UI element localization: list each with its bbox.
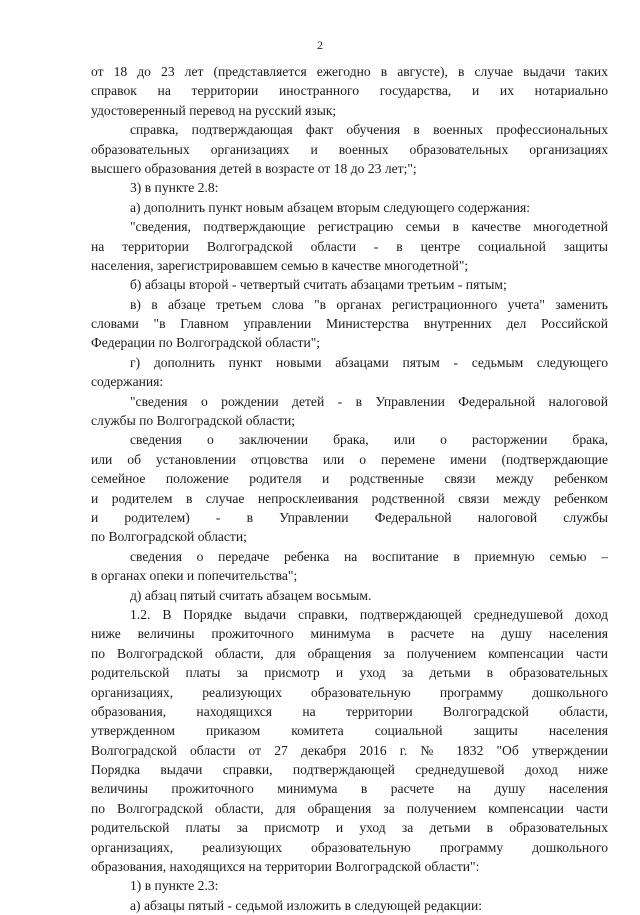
- text-line: 1.2. В Порядке выдачи справки, подтверждающей среднедушевой доход: [130, 606, 608, 622]
- text-line: а) абзацы пятый - седьмой изложить в следующей редакции:: [130, 897, 482, 913]
- text-line: Волгоградской области от 27 декабря 2016 г. № 1832 "Об утверждении: [91, 742, 608, 758]
- text-line: удостоверенный перевод на русский язык;: [91, 102, 337, 118]
- text-line: образования, находящихся на территории Волгоградской области":: [91, 859, 480, 875]
- text-line: г) дополнить пункт новыми абзацами пятым - седьмым следующего: [130, 354, 608, 370]
- text-line: по Волгоградской области, для обращения за получением компенсации части: [91, 800, 608, 816]
- text-line: организациях, реализующих образовательную программу дошкольного: [91, 839, 608, 855]
- text-line: семейное положение родителя и родственные связи между ребенком: [91, 471, 608, 487]
- text-line: и родителем) - в Управлении Федеральной налоговой службы: [91, 509, 608, 525]
- text-line: Федерации по Волгоградской области";: [91, 335, 321, 351]
- text-line: от 18 до 23 лет (представляется ежегодно в августе), в случае выдачи таких: [91, 64, 608, 79]
- text-line: 1) в пункте 2.3:: [130, 878, 219, 894]
- text-line: родительской платы за присмотр и уход за детьми в образовательных: [91, 820, 608, 836]
- text-line: д) абзац пятый считать абзацем восьмым.: [130, 587, 372, 603]
- text-line: родительской платы за присмотр и уход за детьми в образовательных: [91, 665, 608, 681]
- text-line: ниже величины прожиточного минимума в расчете на душу населения: [91, 626, 608, 642]
- text-line: б) абзацы второй - четвертый считать абзацами третьим - пятым;: [130, 277, 507, 293]
- text-line: высшего образования детей в возрасте от 18 до 23 лет;";: [91, 160, 417, 176]
- text-line: службы по Волгоградской области;: [91, 413, 296, 429]
- document-body: [91, 62, 608, 915]
- text-line: величины прожиточного минимума в расчете на душу населения: [91, 781, 608, 797]
- text-line: образования, находящихся на территории Волгоградской области,: [91, 703, 608, 719]
- text-line: образовательных организациях и военных образовательных организациях: [91, 141, 608, 157]
- text-line: а) дополнить пункт новым абзацем вторым следующего содержания:: [130, 199, 531, 215]
- text-line: организациях, реализующих образовательную программу дошкольного: [91, 684, 608, 700]
- text-line: по Волгоградской области, для обращения за получением компенсации части: [91, 645, 608, 661]
- text-line: или об установлении отцовства или о перемене имени (подтверждающие: [91, 451, 608, 467]
- text-line: содержания:: [91, 374, 164, 390]
- text-line: в органах опеки и попечительства";: [91, 568, 298, 584]
- text-line: "сведения, подтверждающие регистрацию семьи в качестве многодетной: [130, 219, 608, 235]
- text-line: населения, зарегистрировавшем семью в качестве многодетной";: [91, 257, 469, 273]
- text-line: Порядка выдачи справки, подтверждающей среднедушевой доход ниже: [91, 762, 608, 778]
- page-number: 2: [317, 38, 323, 52]
- text-line: на территории Волгоградской области - в центре социальной защиты: [91, 238, 608, 254]
- text-line: справка, подтверждающая факт обучения в военных профессиональных: [130, 122, 608, 138]
- text-line: справок на территории иностранного государства, и их нотариально: [91, 83, 608, 99]
- text-line: сведения о передаче ребенка на воспитание в приемную семью –: [130, 548, 608, 564]
- text-line: утвержденном приказом комитета социальной защиты населения: [91, 723, 608, 739]
- text-line: "сведения о рождении детей - в Управлении Федеральной налоговой: [130, 393, 608, 409]
- text-line: 3) в пункте 2.8:: [130, 180, 219, 196]
- text-line: сведения о заключении брака, или о расторжении брака,: [130, 432, 608, 448]
- text-line: словами "в Главном управлении Министерства внутренних дел Российской: [91, 316, 608, 332]
- text-line: по Волгоградской области;: [91, 529, 247, 545]
- text-line: в) в абзаце третьем слова "в органах регистрационного учета" заменить: [130, 296, 608, 312]
- text-line: и родителем в случае непросклеивания родственной связи между ребенком: [91, 490, 608, 506]
